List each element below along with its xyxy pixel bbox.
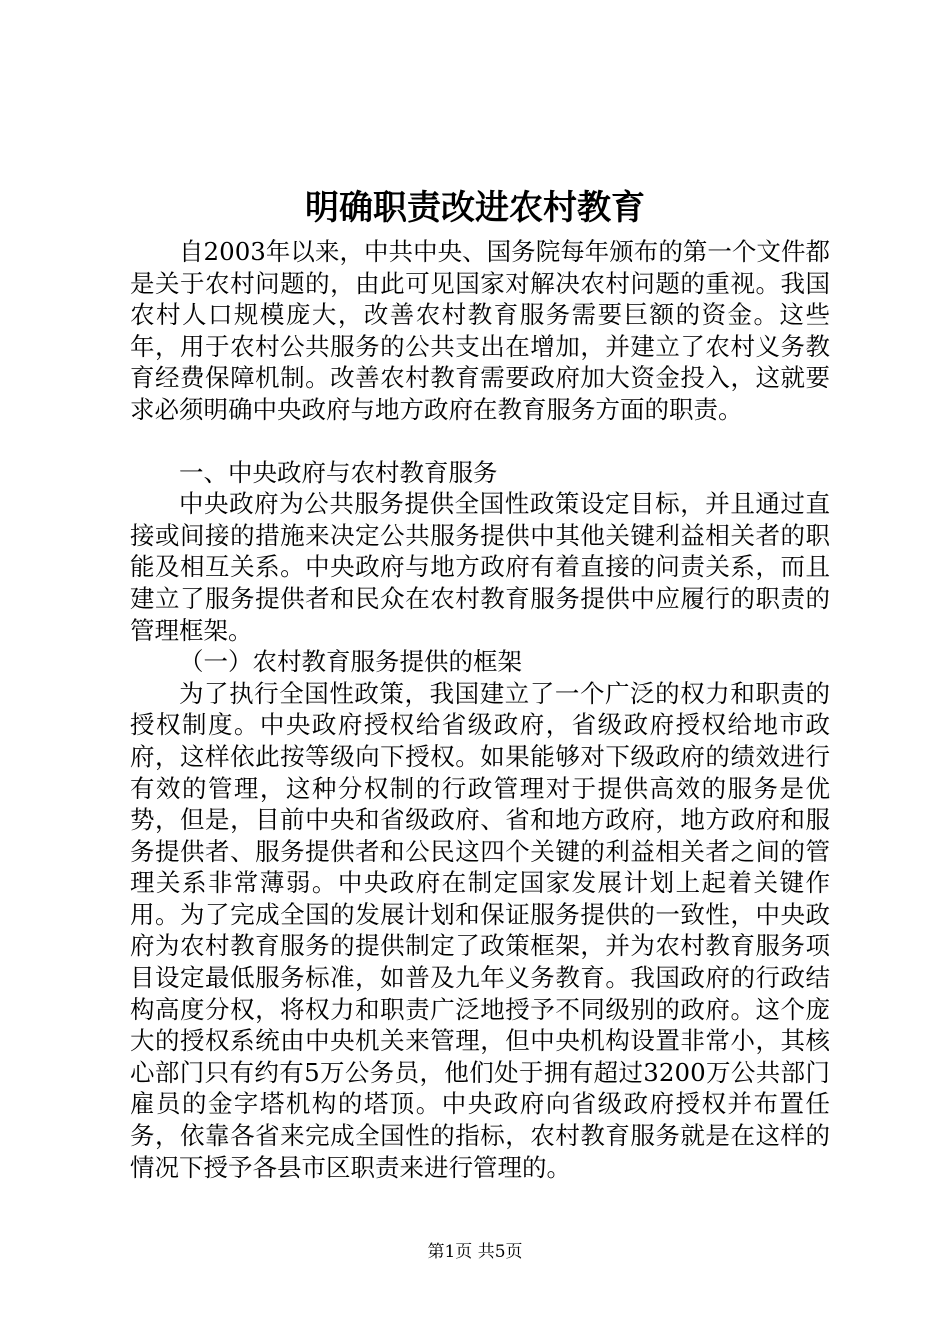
intro-paragraph: 自2003年以来，中共中央、国务院每年颁布的第一个文件都是关于农村问题的，由此可见国家对解决农村问题的重视。我国农村人口规模庞大，改善农村教育服务需要巨额的资金。这些年，用于农村公共服务的公共支出在增加，并建立了农村义务教育经费保障机制。改善农村教育需要政府加大资金投入，这就要求必须明确中央政府与地方政府在教育服务方面的职责。 <box>130 237 830 424</box>
page-number-footer: 第1页 共5页 <box>427 1242 523 1262</box>
document-title: 明确职责改进农村教育 <box>305 188 645 228</box>
section-heading-1: 一、中央政府与农村教育服务 <box>179 457 498 487</box>
section-1-paragraph: 中央政府为公共服务提供全国性政策设定目标，并且通过直接或间接的措施来决定公共服务提供中其他关键利益相关者的职能及相互关系。中央政府与地方政府有着直接的问责关系，而且建立了服务提供者和民众在农村教育服务提供中应履行的职责的管理框架。 <box>130 489 830 645</box>
subsection-1-paragraph: 为了执行全国性政策，我国建立了一个广泛的权力和职责的授权制度。中央政府授权给省级政府，省级政府授权给地市政府，这样依此按等级向下授权。如果能够对下级政府的绩效进行有效的管理，这种分权制的行政管理对于提供高效的服务是优势，但是，目前中央和省级政府、省和地方政府，地方政府和服务提供者、服务提供者和公民这四个关键的利益相关者之间的管理关系非常薄弱。中央政府在制定国家发展计划上起着关键作用。为了完成全国的发展计划和保证服务提供的一致性，中央政府为农村教育服务的提供制定了政策框架，并为农村教育服务项目设定最低服务标准，如普及九年义务教育。我国政府的行政结构高度分权，将权力和职责广泛地授予不同级别的政府。这个庞大的授权系统由中央机关来管理，但中央机构设置非常小，其核心部门只有约有5万公务员，他们处于拥有超过3200万公共部门雇员的金字塔机构的塔顶。中央政府向省级政府授权并布置任务，依靠各省来完成全国性的指标，农村教育服务就是在这样的情况下授予各县市区职责来进行管理的。 <box>130 678 830 1182</box>
subsection-heading-1: （一）农村教育服务提供的框架 <box>179 647 522 677</box>
document-body <box>130 236 830 1183</box>
